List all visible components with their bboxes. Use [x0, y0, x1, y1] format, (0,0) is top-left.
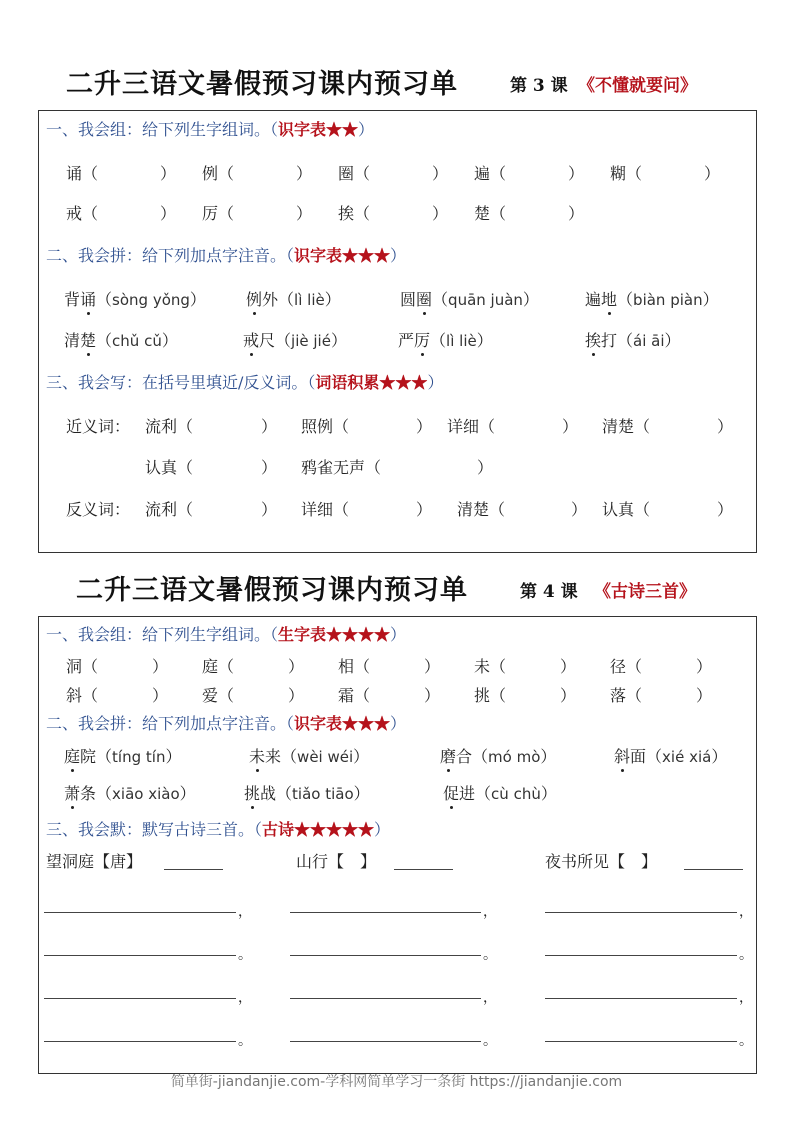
poem-line-blank[interactable]	[290, 955, 481, 956]
word-group-item: 诵（	[66, 164, 99, 183]
answer-blank[interactable]: ）	[477, 458, 494, 477]
word: 流利	[145, 500, 178, 519]
poem-line-blank[interactable]	[44, 912, 236, 913]
section-text: 二、我会拼：给下列加点字注音。	[46, 714, 287, 733]
word-char: 挨	[585, 328, 601, 351]
section-tag: 生字表★★★★	[278, 625, 391, 644]
word-char: 遍	[585, 290, 602, 309]
antonym-item: 流利（	[145, 500, 194, 519]
word-char: 外	[262, 290, 279, 309]
pinyin-options[interactable]: sòng yǒng	[112, 291, 190, 309]
pinyin-item: 戒尺（jiè jié）	[243, 328, 347, 351]
word-char: 尺	[259, 331, 276, 350]
target-char: 挨	[338, 204, 355, 223]
lesson-number: 第 3 课	[510, 76, 568, 96]
lesson-number: 第 4 课	[520, 582, 578, 602]
section-text: 一、我会组：给下列生字组词。	[46, 625, 271, 644]
answer-blank[interactable]: ）	[296, 164, 313, 183]
answer-blank[interactable]: ）	[717, 500, 734, 519]
word-char: 条	[80, 784, 97, 803]
word: 照例	[301, 417, 334, 436]
pinyin-item: 挨打（ái āi）	[585, 328, 681, 351]
word: 认真	[602, 500, 635, 519]
word-group-item: 挨（	[338, 204, 371, 223]
word-group-item: 霜（	[338, 686, 371, 705]
pinyin-item: 未来（wèi wéi）	[249, 744, 369, 767]
word-group-item: 相（	[338, 657, 371, 676]
antonym-item: 清楚（	[457, 500, 506, 519]
word-group-item: 爱（	[202, 686, 235, 705]
target-char: 例	[202, 164, 219, 183]
section-tag: 词语积累★★★	[315, 373, 428, 392]
section-text: 二、我会拼：给下列加点字注音。	[46, 246, 287, 265]
answer-blank[interactable]: ）	[424, 657, 441, 676]
word-char: 进	[459, 784, 476, 803]
target-char: 相	[338, 657, 355, 676]
answer-blank[interactable]: ）	[717, 417, 734, 436]
answer-blank[interactable]: ）	[432, 164, 449, 183]
antonym-item: 详细（	[301, 500, 350, 519]
answer-blank[interactable]: ）	[696, 657, 713, 676]
target-char: 霜	[338, 686, 355, 705]
word-group-item: 楚（	[474, 204, 507, 223]
page-title: 二升三语文暑假预习课内预习单	[66, 69, 458, 100]
section-tag: 识字表★★★	[294, 246, 391, 265]
answer-blank[interactable]: ）	[432, 204, 449, 223]
answer-blank[interactable]: ）	[696, 686, 713, 705]
lesson4-worksheet-box	[38, 616, 757, 1074]
word-group-item: 落（	[610, 686, 643, 705]
answer-blank[interactable]: ）	[261, 500, 278, 519]
pinyin-options[interactable]: tiǎo tiāo	[292, 785, 354, 803]
answer-blank[interactable]: ）	[152, 686, 169, 705]
comma: ，	[739, 990, 753, 1006]
word: 清楚	[457, 500, 490, 519]
word: 鸦雀无声	[301, 458, 366, 477]
word-char: 背	[64, 290, 81, 309]
pinyin-options[interactable]: biàn piàn	[633, 291, 703, 309]
pinyin-item: 挑战（tiǎo tiāo）	[244, 781, 370, 804]
synonym-label: 近义词：	[66, 417, 131, 436]
section-tag: 古诗★★★★★	[262, 820, 375, 839]
comma: ，	[483, 904, 497, 920]
pinyin-item: 庭院（tíng tín）	[64, 744, 181, 767]
poem-line-blank[interactable]	[545, 998, 737, 999]
word-group-item: 圈（	[338, 164, 371, 183]
word-char: 圆	[400, 290, 417, 309]
target-char: 圈	[338, 164, 355, 183]
answer-blank[interactable]: ）	[288, 657, 305, 676]
word-char: 诵	[80, 287, 96, 310]
section-tag: 识字表★★	[278, 120, 359, 139]
comma: ，	[739, 904, 753, 920]
section-text: 三、我会默：默写古诗三首。	[46, 820, 255, 839]
word: 认真	[145, 458, 178, 477]
word-group-item: 厉（	[202, 204, 235, 223]
word-char: 促	[443, 781, 459, 804]
pinyin-item: 磨合（mó mò）	[440, 744, 556, 767]
target-char: 庭	[202, 657, 219, 676]
answer-blank[interactable]: ）	[704, 164, 721, 183]
pinyin-options[interactable]: lì liè	[446, 332, 477, 350]
antonym-item: 认真（	[602, 500, 651, 519]
pinyin-item: 例外（lì liè）	[246, 287, 341, 310]
word-char: 合	[456, 747, 473, 766]
poem-line-blank[interactable]	[290, 998, 481, 999]
word-group-item: 例（	[202, 164, 235, 183]
word-char: 例	[246, 287, 262, 310]
author-blank[interactable]	[164, 869, 223, 870]
period: 。	[739, 1033, 753, 1049]
answer-blank[interactable]: ）	[560, 657, 577, 676]
word-group-item: 糊（	[610, 164, 643, 183]
word-char: 来	[265, 747, 282, 766]
pinyin-options[interactable]: tíng tín	[112, 748, 166, 766]
answer-blank[interactable]: ）	[560, 686, 577, 705]
answer-blank[interactable]: ）	[160, 164, 177, 183]
pinyin-options[interactable]: jiè jié	[291, 332, 331, 350]
pinyin-item: 遍地（biàn piàn）	[585, 287, 719, 310]
section-heading: 一、我会组：给下列生字组词。（生字表★★★★）	[46, 625, 407, 644]
word-char: 院	[80, 747, 97, 766]
poem-line-blank[interactable]	[545, 1041, 737, 1042]
pinyin-options[interactable]: xiāo xiào	[112, 785, 180, 803]
word-char: 面	[630, 747, 647, 766]
section-tag: 识字表★★★	[294, 714, 391, 733]
section-text: 三、我会写：在括号里填近/反义词。	[46, 373, 308, 392]
synonym-item: 清楚（	[602, 417, 651, 436]
synonym-item: 详细（	[447, 417, 496, 436]
pinyin-item: 萧条（xiāo xiào）	[64, 781, 196, 804]
period: 。	[238, 1033, 252, 1049]
word: 详细	[447, 417, 480, 436]
target-char: 糊	[610, 164, 627, 183]
target-char: 未	[474, 657, 491, 676]
word-group-item: 洞（	[66, 657, 99, 676]
word-char: 挑	[244, 781, 260, 804]
word-char: 庭	[64, 744, 80, 767]
comma: ，	[238, 990, 252, 1006]
comma: ，	[238, 904, 252, 920]
answer-blank[interactable]: ）	[152, 657, 169, 676]
section-text: 一、我会组：给下列生字组词。	[46, 120, 271, 139]
lesson-name: 《不懂就要问》	[578, 76, 697, 96]
target-char: 落	[610, 686, 627, 705]
word-char: 圈	[416, 287, 432, 310]
section-heading: 二、我会拼：给下列加点字注音。（识字表★★★）	[46, 714, 407, 733]
period: 。	[483, 1033, 497, 1049]
poem-line-blank[interactable]	[545, 912, 737, 913]
word-char: 打	[601, 331, 618, 350]
poem-line-blank[interactable]	[44, 955, 236, 956]
word-group-item: 未（	[474, 657, 507, 676]
answer-blank[interactable]: ）	[416, 417, 433, 436]
synonym-item: 认真（	[145, 458, 194, 477]
word-group-item: 斜（	[66, 686, 99, 705]
word-char: 战	[260, 784, 277, 803]
lesson3-title-row	[0, 62, 793, 106]
synonym-item: 流利（	[145, 417, 194, 436]
answer-blank[interactable]: ）	[296, 204, 313, 223]
answer-blank[interactable]: ）	[261, 458, 278, 477]
lesson-name: 《古诗三首》	[594, 582, 696, 602]
pinyin-options[interactable]: mó mò	[488, 748, 541, 766]
answer-blank[interactable]: ）	[288, 686, 305, 705]
pinyin-options[interactable]: xié xiá	[662, 748, 712, 766]
pinyin-item: 促进（cù chù）	[443, 781, 557, 804]
answer-blank[interactable]: ）	[416, 500, 433, 519]
word-group-item: 遍（	[474, 164, 507, 183]
word-group-item: 戒（	[66, 204, 99, 223]
footer-watermark: 简单街-jiandanjie.com-学科网简单学习一条街 https://jiandanjie.com	[170, 1074, 623, 1090]
pinyin-item: 斜面（xié xiá）	[614, 744, 727, 767]
author-blank[interactable]	[394, 869, 453, 870]
period: 。	[238, 947, 252, 963]
word-char: 楚	[80, 328, 96, 351]
target-char: 挑	[474, 686, 491, 705]
target-char: 诵	[66, 164, 83, 183]
page-title: 二升三语文暑假预习课内预习单	[76, 575, 468, 606]
word: 清楚	[602, 417, 635, 436]
section-heading: 三、我会写：在括号里填近/反义词。（词语积累★★★）	[46, 373, 444, 392]
target-char: 径	[610, 657, 627, 676]
target-char: 遍	[474, 164, 491, 183]
section-heading: 二、我会拼：给下列加点字注音。（识字表★★★）	[46, 246, 407, 265]
word-char: 清	[64, 331, 81, 350]
target-char: 爱	[202, 686, 219, 705]
word-group-item: 庭（	[202, 657, 235, 676]
section-heading: 三、我会默：默写古诗三首。（古诗★★★★★）	[46, 820, 391, 839]
answer-blank[interactable]: ）	[562, 417, 579, 436]
target-char: 厉	[202, 204, 219, 223]
target-char: 戒	[66, 204, 83, 223]
word-char: 严	[398, 331, 415, 350]
answer-blank[interactable]: ）	[424, 686, 441, 705]
target-char: 洞	[66, 657, 83, 676]
synonym-item: 照例（	[301, 417, 350, 436]
pinyin-options[interactable]: ái āi	[633, 332, 665, 350]
section-heading: 一、我会组：给下列生字组词。（识字表★★）	[46, 120, 375, 139]
poem-title: 夜书所见【 】	[545, 852, 658, 871]
period: 。	[739, 947, 753, 963]
pinyin-item: 背诵（sòng yǒng）	[64, 287, 206, 310]
answer-blank[interactable]: ）	[261, 417, 278, 436]
word-char: 戒	[243, 328, 259, 351]
word-group-item: 挑（	[474, 686, 507, 705]
target-char: 楚	[474, 204, 491, 223]
answer-blank[interactable]: ）	[571, 500, 588, 519]
pinyin-item: 严厉（lì liè）	[398, 328, 493, 351]
period: 。	[483, 947, 497, 963]
poem-title: 望洞庭【唐】	[46, 852, 143, 871]
pinyin-item: 圆圈（quān juàn）	[400, 287, 539, 310]
poem-line-blank[interactable]	[290, 1041, 481, 1042]
word-group-item: 径（	[610, 657, 643, 676]
word: 流利	[145, 417, 178, 436]
lesson4-title-row	[0, 568, 793, 612]
comma: ，	[483, 990, 497, 1006]
word-char: 萧	[64, 781, 80, 804]
poem-line-blank[interactable]	[290, 912, 481, 913]
word-char: 厉	[414, 328, 430, 351]
poem-title: 山行【 】	[296, 852, 377, 871]
word-char: 斜	[614, 744, 630, 767]
pinyin-options[interactable]: cù chù	[491, 785, 541, 803]
answer-blank[interactable]: ）	[568, 164, 585, 183]
word-char: 地	[601, 287, 617, 310]
poem-line-blank[interactable]	[545, 955, 737, 956]
word-char: 磨	[440, 744, 456, 767]
pinyin-item: 清楚（chǔ cǔ）	[64, 328, 178, 351]
antonym-label: 反义词：	[66, 500, 131, 519]
poem-line-blank[interactable]	[44, 1041, 236, 1042]
poem-line-blank[interactable]	[44, 998, 236, 999]
pinyin-options[interactable]: wèi wéi	[297, 748, 354, 766]
answer-blank[interactable]: ）	[568, 204, 585, 223]
pinyin-options[interactable]: quān juàn	[448, 291, 523, 309]
answer-blank[interactable]: ）	[160, 204, 177, 223]
pinyin-options[interactable]: chǔ cǔ	[112, 332, 162, 350]
word-char: 未	[249, 744, 265, 767]
word: 详细	[301, 500, 334, 519]
pinyin-options[interactable]: lì liè	[294, 291, 325, 309]
author-blank[interactable]	[684, 869, 743, 870]
target-char: 斜	[66, 686, 83, 705]
synonym-item: 鸦雀无声（	[301, 458, 382, 477]
